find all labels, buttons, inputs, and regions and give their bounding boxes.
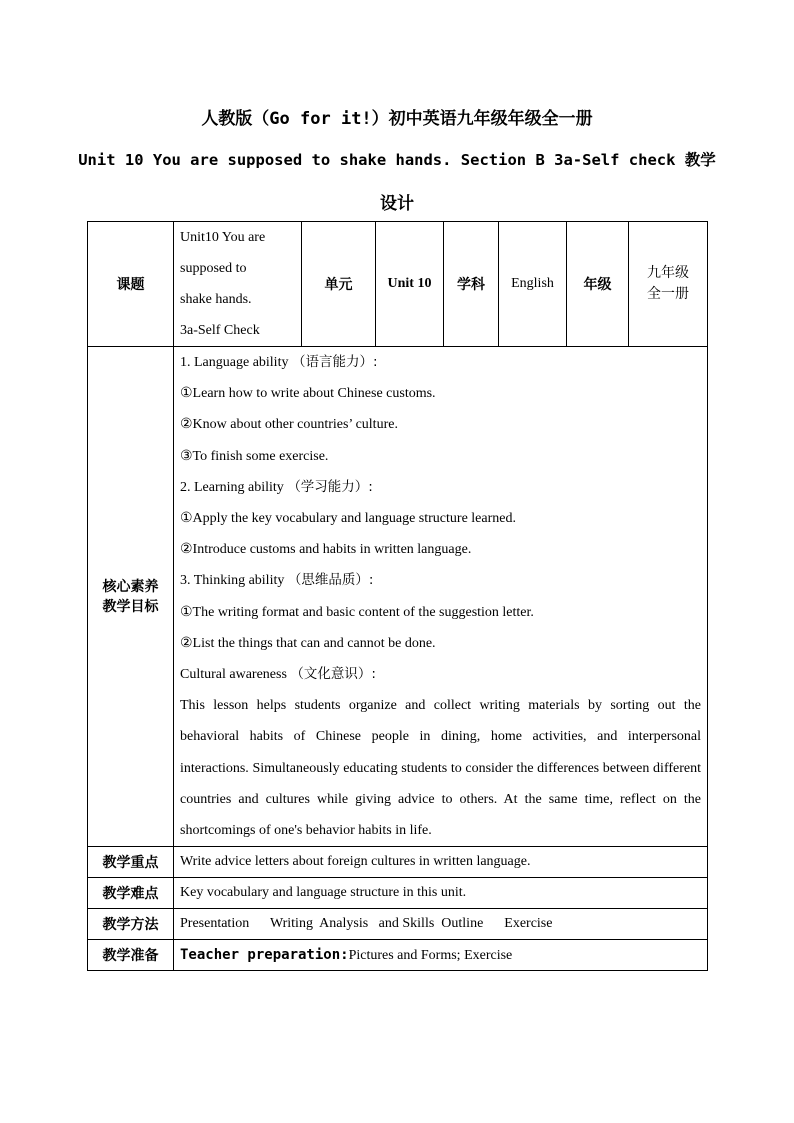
methods-label: 教学方法 (88, 909, 174, 940)
methods-row (88, 909, 708, 940)
objective-item: ②Introduce customs and habits in written language. (180, 542, 472, 558)
grade-label: 年级 (567, 222, 629, 347)
section-heading: 2. Learning ability （学习能力）: (180, 478, 373, 495)
subject-label: 学科 (444, 222, 499, 347)
topic-line: 3a-Self Check (180, 323, 260, 338)
topic-line: Unit10 You are (180, 230, 266, 245)
section-heading: 1. Language ability （语言能力）: (180, 354, 378, 370)
preparation-heading: Teacher preparation: (180, 946, 349, 963)
key-points-value: Write advice letters about foreign cultures in written language. (174, 847, 708, 878)
objective-item: ③To finish some exercise. (180, 448, 329, 464)
preparation-row (88, 940, 708, 971)
section-heading: 3. Thinking ability （思维品质）: (180, 572, 374, 589)
grade-line: 全一册 (647, 286, 689, 302)
key-points-row (88, 847, 708, 878)
objectives-label (88, 347, 174, 847)
preparation-label: 教学准备 (88, 940, 174, 971)
objective-item: ①Apply the key vocabulary and language structure learned. (180, 511, 516, 527)
subject-value: English (499, 222, 567, 347)
unit-label: 单元 (302, 222, 376, 347)
grade-line: 九年级 (647, 265, 689, 281)
difficulties-label: 教学难点 (88, 878, 174, 909)
objectives-label-line: 核心素养 (102, 578, 159, 595)
section-heading: Cultural awareness （文化意识）: (180, 666, 376, 683)
lesson-plan-table (87, 221, 708, 971)
preparation-text: Pictures and Forms; Exercise (348, 947, 513, 963)
topic-label: 课题 (88, 222, 174, 347)
objectives-row (88, 347, 708, 847)
unit-value: Unit 10 (376, 222, 444, 347)
objectives-label-line: 教学目标 (102, 598, 159, 615)
topic-line: supposed to (180, 261, 247, 276)
topic-line: shake hands. (180, 292, 252, 307)
difficulties-value: Key vocabulary and language structure in this unit. (174, 878, 708, 909)
key-points-label: 教学重点 (88, 847, 174, 878)
topic-value (174, 222, 302, 347)
preparation-value (174, 940, 708, 971)
objective-item: ②Know about other countries’ culture. (180, 417, 398, 433)
objective-item: ②List the things that can and cannot be done. (180, 635, 436, 651)
cultural-awareness-paragraph: This lesson helps students organize and collect writing materials by sorting out the behavioral habits of Chinese people in dining, home activities, and interpersonal interactions. Simultaneously educating students to consider the differences between different countries and cultures while giving advice to others. At the same time, reflect on the shortcomings of one's behavior habits in life. (180, 698, 701, 839)
document-title: 人教版（Go for it!）初中英语九年级年级全一册 (201, 109, 593, 129)
grade-value (629, 222, 708, 347)
objective-item: ①The writing format and basic content of the suggestion letter. (180, 604, 534, 620)
document-subtitle-continued: 设计 (380, 194, 414, 214)
objective-item: ①Learn how to write about Chinese customs. (180, 386, 436, 402)
document-subtitle: Unit 10 You are supposed to shake hands. Section B 3a-Self check 教学 (78, 151, 716, 169)
difficulties-row (88, 878, 708, 909)
methods-value: Presentation Writing Analysis and Skills Outline Exercise (174, 909, 708, 940)
objectives-content (174, 347, 708, 847)
header-row (88, 222, 708, 347)
